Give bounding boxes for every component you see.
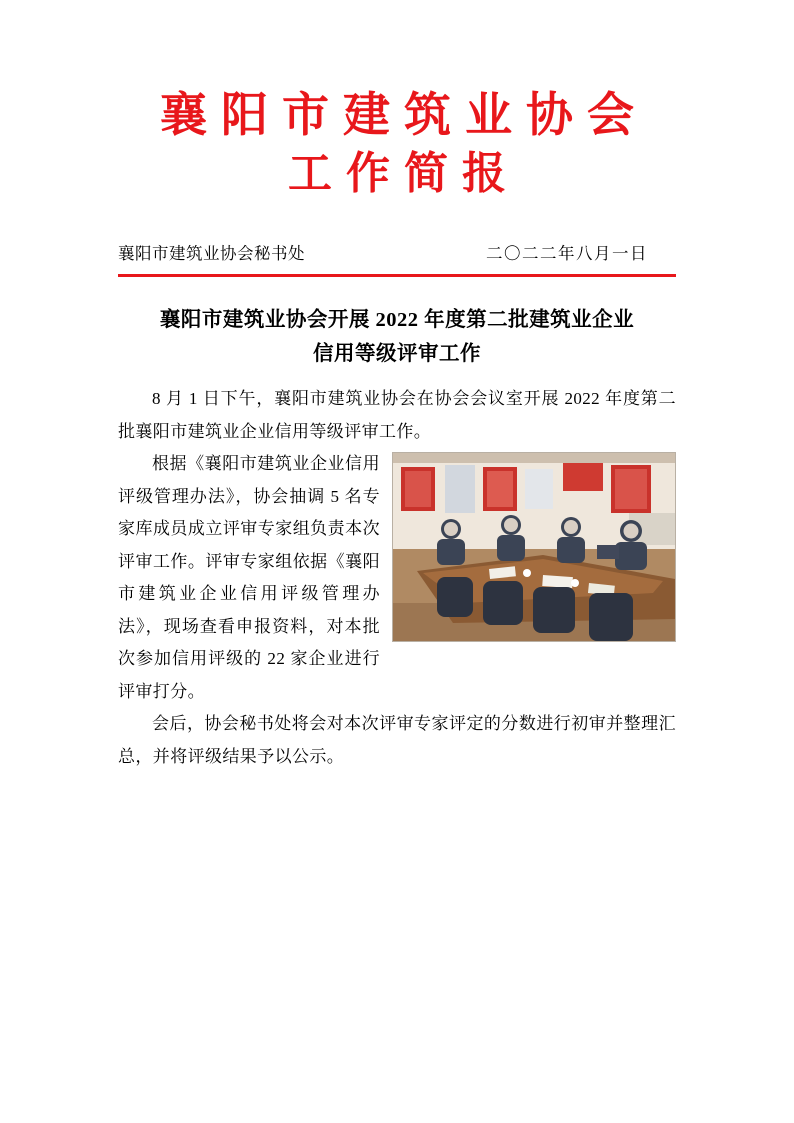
article-paragraph-3: 会后，协会秘书处将会对本次评审专家评定的分数进行初审并整理汇总，并将评级结果予以公示。 <box>118 714 676 766</box>
issuer-row <box>118 240 676 264</box>
issuer-organization: 襄阳市建筑业协会秘书处 <box>118 244 305 263</box>
photo-illustration <box>393 453 675 641</box>
masthead <box>118 0 676 202</box>
article-title-line-1: 襄阳市建筑业协会开展 2022 年度第二批建筑业企业 <box>159 309 635 331</box>
header-divider <box>118 274 676 277</box>
masthead-title-line-1: 襄阳市建筑业协会 <box>160 90 648 142</box>
article-paragraph-1: 8 月 1 日下午，襄阳市建筑业协会在协会会议室开展 2022 年度第二批襄阳市建筑业企业信用等级评审工作。 <box>118 389 676 441</box>
article-title-line-2: 信用等级评审工作 <box>313 343 481 365</box>
issue-date: 二〇二二年八月一日 <box>486 244 648 263</box>
article-body <box>118 383 676 773</box>
article-paragraph-2: 根据《襄阳市建筑业企业信用评级管理办法》，协会抽调 5 名专家库成员成立评审专家组负责本次评审工作。评审专家组依据《襄阳市建筑业企业信用评级管理办法》，现场查看申报资料，对本批次参加信用评级的 22 家企业进行评审打分。 <box>118 454 380 701</box>
article-title <box>118 303 676 371</box>
meeting-room-photo <box>392 452 676 642</box>
masthead-title-line-2: 工作简报 <box>288 149 520 198</box>
